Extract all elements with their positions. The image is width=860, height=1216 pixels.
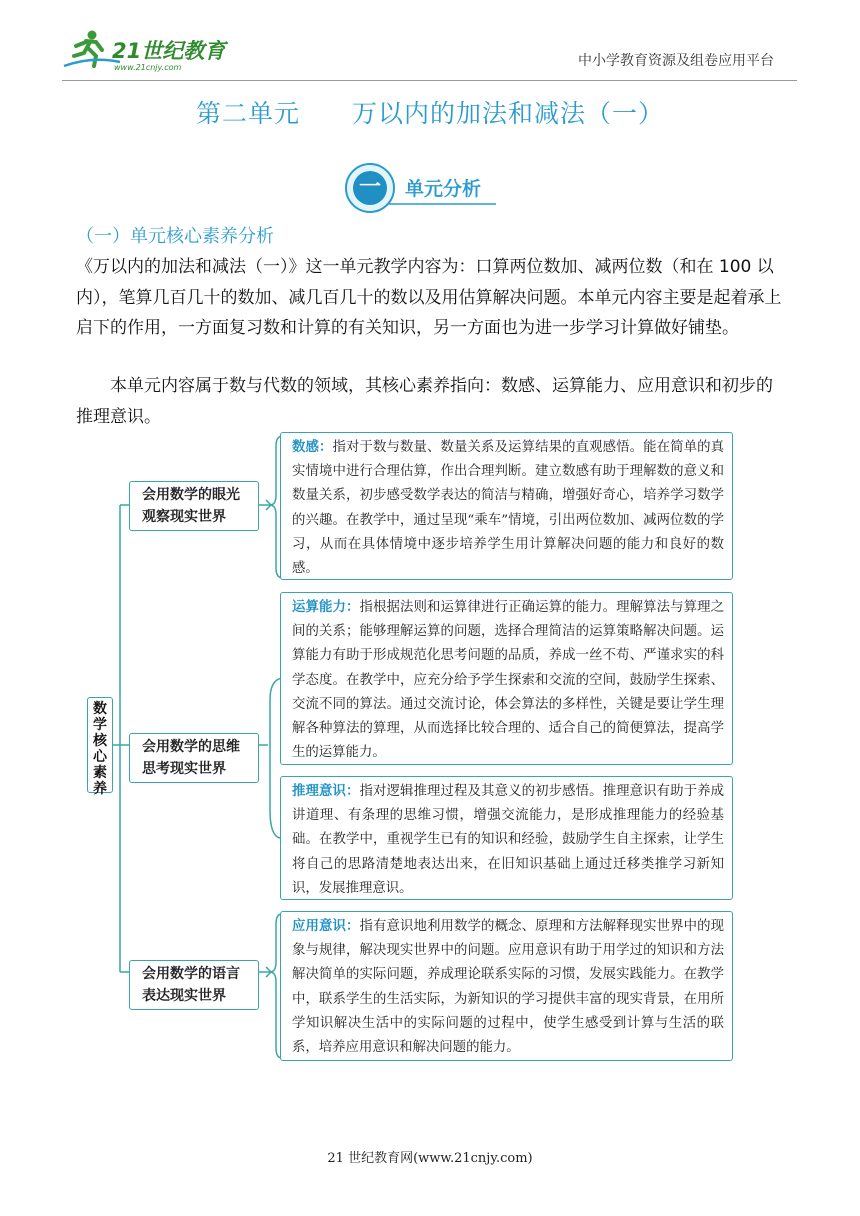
desc-keyword: 数感： [292,439,333,455]
branch-line: 观察现实世界 [142,509,226,525]
badge-label: 单元分析 [405,178,482,200]
core-char: 学 [93,717,107,733]
subheading: （一）单元核心素养分析 [76,226,274,247]
core-char: 素 [93,765,107,781]
logo-text: 21世纪教育 [112,39,226,63]
desc-keyword: 推理意识： [292,783,360,799]
desc-text: 指对逻辑推理过程及其意义的初步感悟。推理意识有助于养成讲道理、有条理的思维习惯，增强交流能力，是形成推理能力的经验基础。在教学中，重视学生已有的知识和经验，鼓励学生自主探索，让学生将自己的思路清楚地表达出来，在旧知识基础上通过迁移类推学习新知识，发展推理意识。 [292,784,725,896]
desc-keyword: 应用意识： [292,918,360,934]
paragraph-literacy: 本单元内容属于数与代数的领域，其核心素养指向：数感、运算能力、应用意识和初步的推理意识。 [76,376,773,427]
branch-think [129,733,259,783]
paragraph-intro: 《万以内的加法和减法（一）》这一单元教学内容为：口算两位数加、减两位数（和在 100 以内），笔算几百几十的数加、减几百几十的数以及用估算解决问题。本单元内容主要是起着承上启下的作用，一方面复习数和计算的有关知识，另一方面也为进一步学习计算做好铺垫。 [76,257,782,338]
branch-line: 会用数学的眼光 [142,487,240,503]
desc-text: 指有意识地利用数学的概念、原理和方法解释现实世界中的现象与规律，解决现实世界中的问题。应用意识有助于用学过的知识和方法解决简单的实际问题，养成理论联系实际的习惯，发展实践能力。在教学中，联系学生的生活实际，为新知识的学习提供丰富的现实背景，在用所学知识解决生活中的实际问题的过程中，使学生感受到计算与生活的联系，培养应用意识和解决问题的能力。 [292,919,725,1056]
branch-observe [129,481,259,531]
badge-number: 一 [358,175,381,200]
core-char: 心 [93,749,107,765]
desc-application [280,911,733,1061]
desc-number-sense [280,432,733,580]
logo-url: www.21cnjy.com [114,63,182,72]
branch-line: 表达现实世界 [142,988,226,1004]
branch-line: 会用数学的思维 [142,739,240,755]
platform-name: 中小学教育资源及组卷应用平台 [578,53,774,69]
core-char: 核 [93,733,107,749]
desc-keyword: 运算能力： [292,599,360,615]
unit-label: 第二单元 [195,99,300,128]
desc-text: 指根据法则和运算律进行正确运算的能力。理解算法与算理之间的关系；能够理解运算的问题，选择合理简洁的运算策略解决问题。运算能力有助于形成规范化思考问题的品质，养成一丝不苟、严谨求实的科学态度。在教学中，应充分给予学生探索和交流的空间，鼓励学生探索、交流不同的算法。通过交流讨论，体会算法的多样性，关键是要让学生理解各种算法的算理，从而选择比较合理的、适合自己的简便算法，提高学生的运算能力。 [292,600,725,761]
branch-line: 会用数学的语言 [142,966,240,982]
unit-name: 万以内的加法和减法（一） [352,99,665,128]
branch-line: 思考现实世界 [142,761,226,777]
desc-reasoning [280,776,733,900]
core-char: 数 [93,701,107,717]
core-literacy-box [87,697,113,797]
core-char: 养 [93,781,107,797]
branch-express [129,960,259,1010]
desc-text: 指对于数与数量、数量关系及运算结果的直观感悟。能在简单的真实情境中进行合理估算，作出合理判断。建立数感有助于理解数的意义和数量关系，初步感受数学表达的简洁与精确，增强好奇心，培养学习数学的兴趣。在教学中，通过呈现“乘车”情境，引出两位数加、减两位数的学习，从而在具体情境中逐步培养学生用计算解决问题的能力和良好的数感。 [292,440,725,577]
page-footer: 21 世纪教育网(www.21cnjy.com) [327,1151,533,1166]
desc-computation [280,592,733,765]
